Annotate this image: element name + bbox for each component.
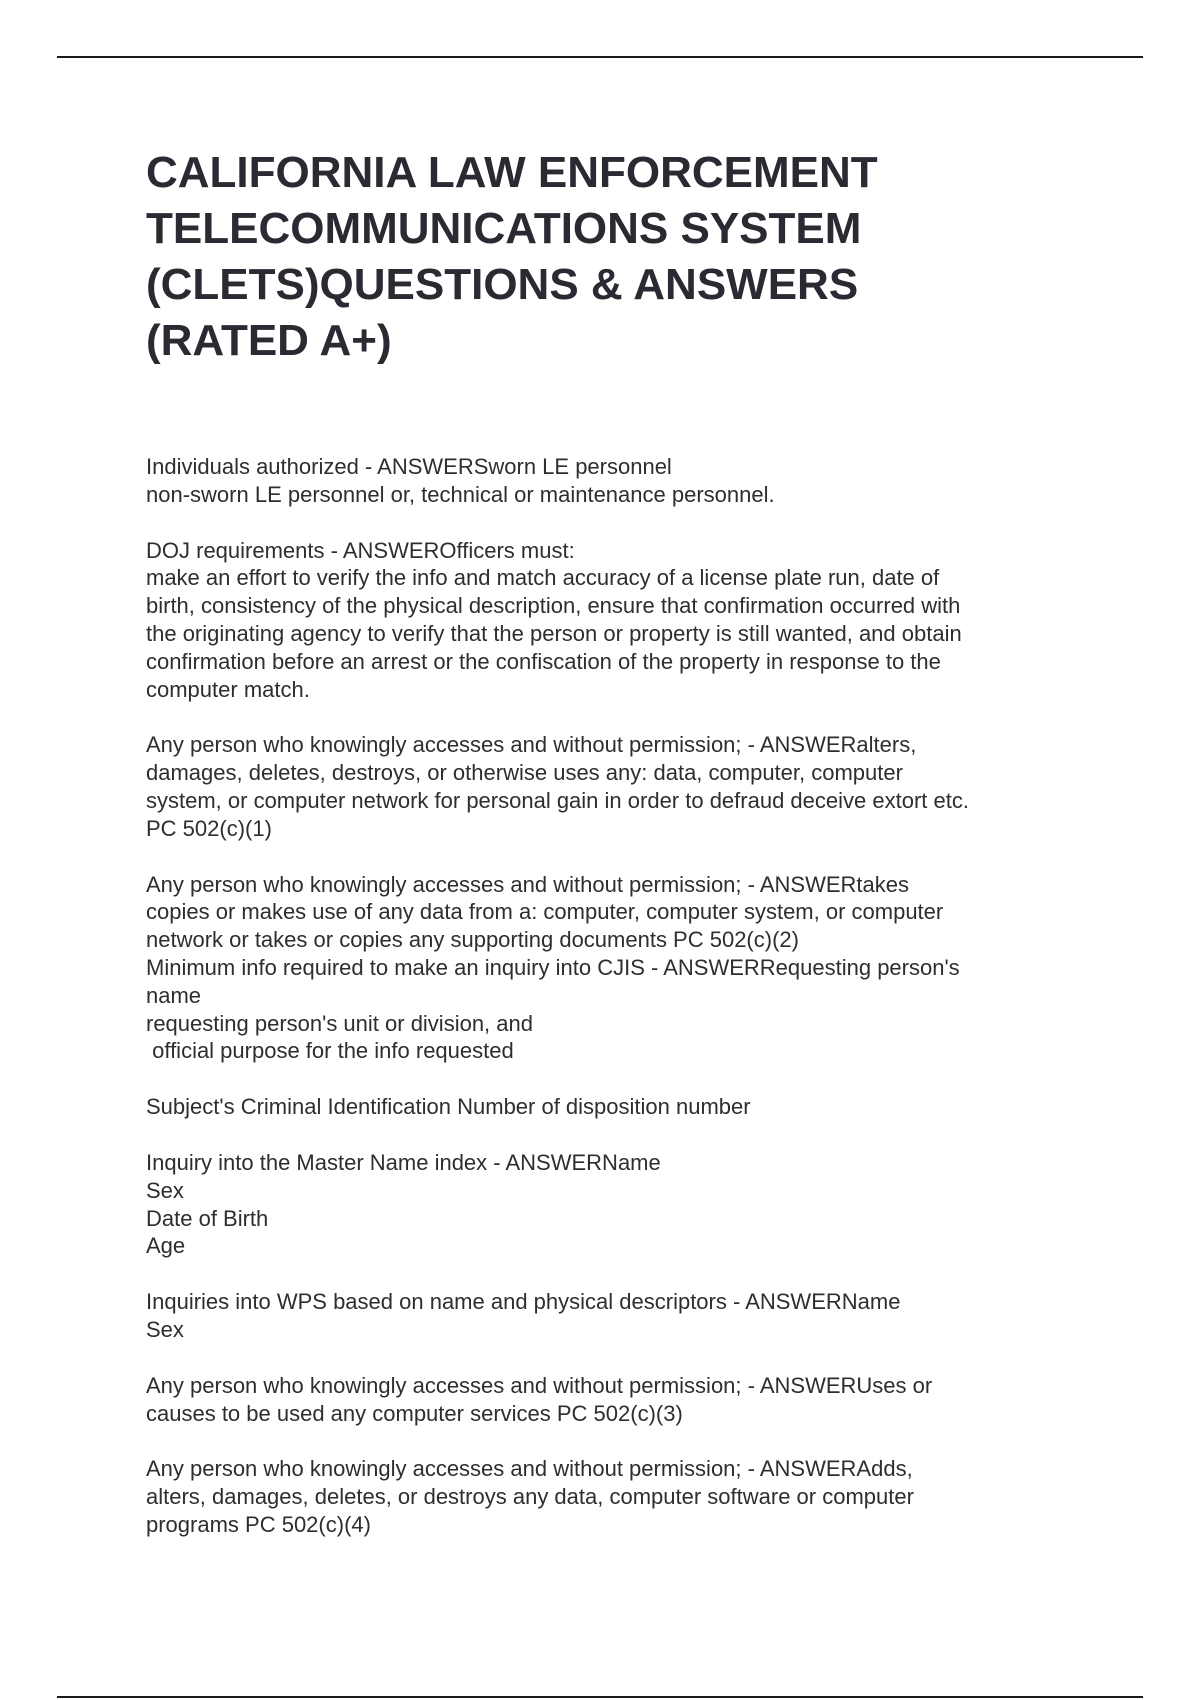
qa-paragraph	[146, 537, 1086, 704]
text-line: Inquiries into WPS based on name and physical descriptors - ANSWERName	[146, 1289, 901, 1315]
title-line: (CLETS)QUESTIONS & ANSWERS	[146, 260, 859, 309]
text-line: non-sworn LE personnel or, technical or maintenance personnel.	[146, 481, 775, 507]
document-body	[146, 453, 1086, 1539]
text-line: DOJ requirements - ANSWEROfficers must:	[146, 537, 575, 563]
text-line: PC 502(c)(1)	[146, 815, 272, 841]
title-line: TELECOMMUNICATIONS SYSTEM	[146, 204, 862, 253]
text-line: requesting person's unit or division, and	[146, 1010, 533, 1036]
title-line: CALIFORNIA LAW ENFORCEMENT	[146, 148, 878, 197]
qa-paragraph	[146, 1372, 1086, 1428]
text-line: Sex	[146, 1177, 184, 1203]
text-line: birth, consistency of the physical description, ensure that confirmation occurred with	[146, 593, 961, 619]
document-title	[146, 145, 1046, 369]
text-line: make an effort to verify the info and match accuracy of a license plate run, date of	[146, 565, 940, 591]
text-line: Individuals authorized - ANSWERSworn LE personnel	[146, 454, 672, 479]
title-line: (RATED A+)	[146, 316, 392, 365]
text-line: copies or makes use of any data from a: computer, computer system, or computer	[146, 899, 944, 925]
qa-paragraph	[146, 1149, 1086, 1260]
top-rule	[57, 56, 1143, 58]
text-line: Any person who knowingly accesses and without permission; - ANSWERtakes	[146, 871, 910, 897]
qa-paragraph	[146, 1288, 1086, 1344]
text-line: name	[146, 982, 202, 1008]
text-line: system, or computer network for personal gain in order to defraud deceive extort etc.	[146, 787, 969, 813]
text-line: Subject's Criminal Identification Number of disposition number	[146, 1094, 751, 1120]
text-line: Date of Birth	[146, 1205, 269, 1231]
text-line: alters, damages, deletes, or destroys any data, computer software or computer	[146, 1484, 914, 1510]
text-line: Minimum info required to make an inquiry into CJIS - ANSWERRequesting person's	[146, 954, 960, 980]
text-line: official purpose for the info requested	[146, 1038, 514, 1064]
text-line: the originating agency to verify that the person or property is still wanted, and obtain	[146, 620, 962, 646]
text-line: causes to be used any computer services PC 502(c)(3)	[146, 1400, 683, 1426]
text-line: damages, deletes, destroys, or otherwise uses any: data, computer, computer	[146, 760, 903, 786]
text-line: Any person who knowingly accesses and without permission; - ANSWERalters,	[146, 732, 917, 758]
text-line: confirmation before an arrest or the confiscation of the property in response to the	[146, 648, 941, 674]
text-line: Any person who knowingly accesses and without permission; - ANSWERAdds,	[146, 1456, 913, 1482]
text-line: Any person who knowingly accesses and without permission; - ANSWERUses or	[146, 1372, 933, 1398]
qa-paragraph	[146, 871, 1086, 1066]
qa-paragraph	[146, 453, 1086, 509]
text-line: Age	[146, 1233, 186, 1259]
text-line: computer match.	[146, 676, 310, 702]
bottom-rule	[57, 1696, 1143, 1698]
text-line: network or takes or copies any supporting documents PC 502(c)(2)	[146, 927, 799, 953]
qa-paragraph	[146, 1455, 1086, 1538]
text-line: programs PC 502(c)(4)	[146, 1511, 371, 1537]
text-line: Sex	[146, 1316, 184, 1342]
qa-paragraph	[146, 1093, 1086, 1121]
qa-paragraph	[146, 731, 1086, 842]
text-line: Inquiry into the Master Name index - ANSWERName	[146, 1149, 661, 1175]
